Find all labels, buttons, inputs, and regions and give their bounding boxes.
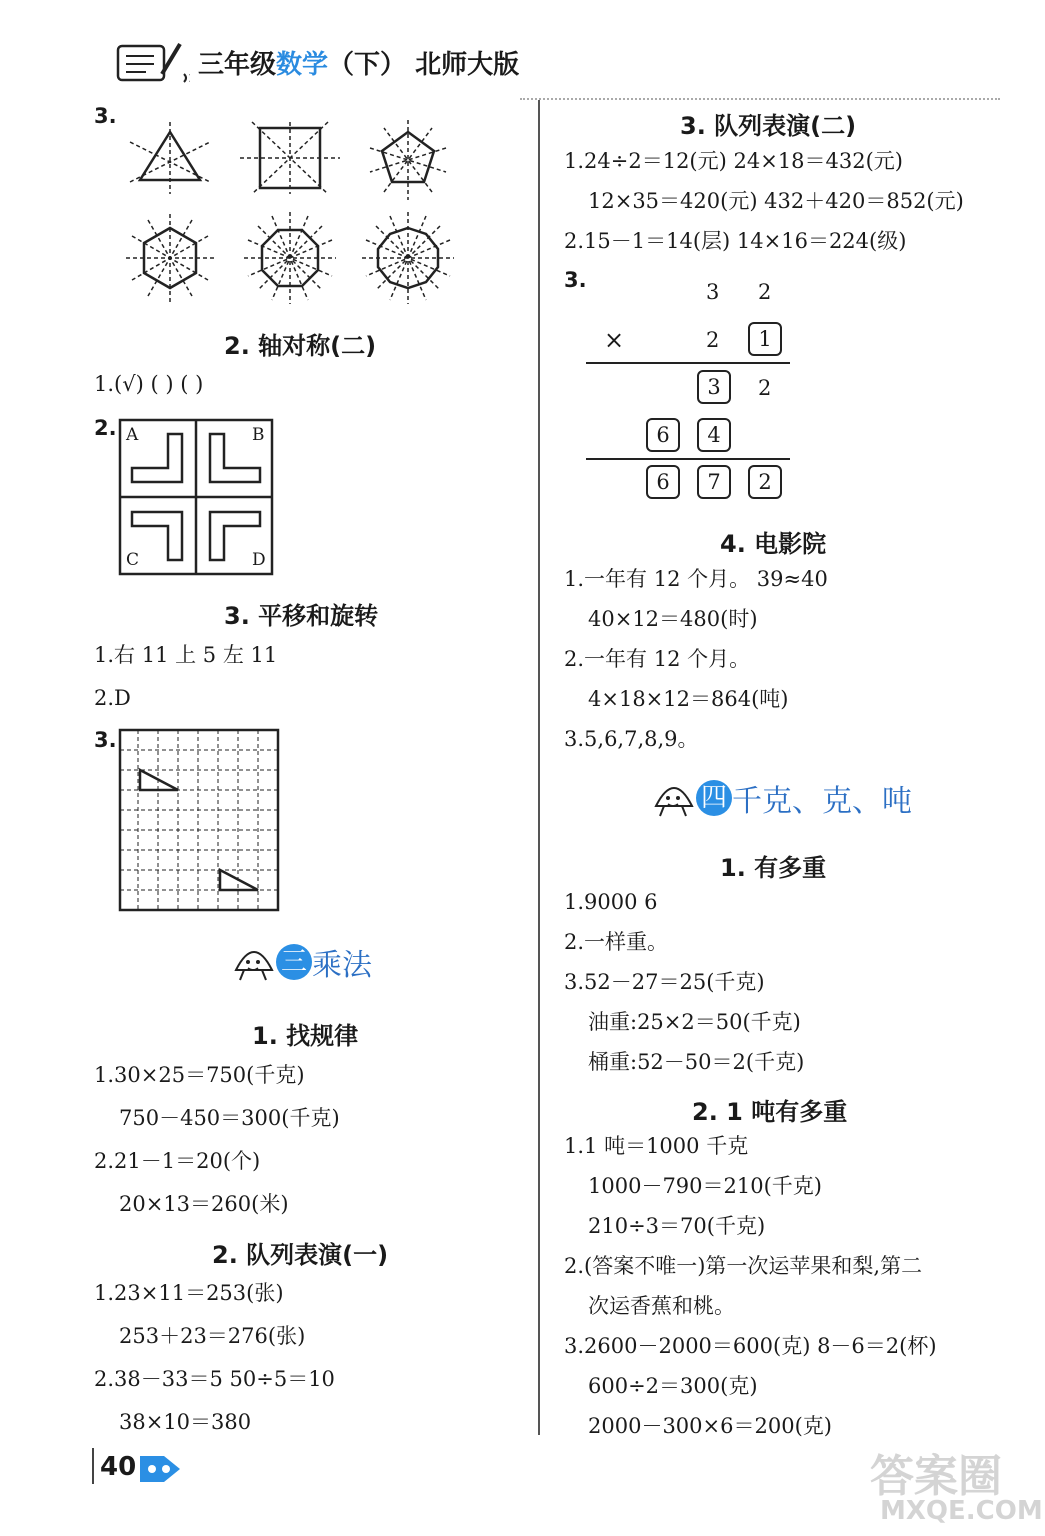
digit: 2 bbox=[758, 376, 772, 400]
answer-line: 12×35＝420(元) 432＋420＝852(元) bbox=[588, 189, 964, 213]
rule-line bbox=[586, 458, 790, 460]
column-divider bbox=[538, 100, 540, 1435]
answer-line: 600÷2＝300(克) bbox=[588, 1374, 758, 1398]
answer-line: 油重:25×2＝50(千克) bbox=[588, 1010, 801, 1034]
page-arrow-icon bbox=[138, 1454, 182, 1484]
answer-line: 1.一年有 12 个月。 39≈40 bbox=[564, 567, 828, 591]
grid-label-a: A bbox=[126, 425, 139, 445]
answer-line: 2.D bbox=[94, 686, 131, 710]
answer-line: 2.38－33＝5 50÷5＝10 bbox=[94, 1367, 335, 1391]
symmetry-shapes-figure bbox=[118, 118, 468, 308]
answer-line: 2.一年有 12 个月。 bbox=[564, 647, 751, 671]
watermark-url: MXQE.COM bbox=[880, 1496, 1043, 1526]
digit: 2 bbox=[758, 280, 772, 304]
answer-line: 3.52－27＝25(千克) bbox=[564, 970, 765, 994]
chapter-name: 乘法 bbox=[312, 948, 372, 983]
answer-box: 3 bbox=[697, 370, 731, 404]
answer-box: 1 bbox=[748, 322, 782, 356]
answer-line: 38×10＝380 bbox=[119, 1410, 252, 1434]
answer-line: 3.2600－2000＝600(克) 8－6＝2(杯) bbox=[564, 1334, 937, 1358]
section-title-translation-rotation: 3. 平移和旋转 bbox=[224, 602, 379, 630]
answer-line: 2.15－1＝14(层) 14×16＝224(级) bbox=[564, 229, 907, 253]
header-divider bbox=[520, 98, 1000, 100]
header-title: 三年级数学（下） 北师大版 bbox=[198, 50, 520, 80]
translation-grid-figure bbox=[118, 728, 280, 912]
answer-line: 1000－790＝210(千克) bbox=[588, 1174, 822, 1198]
question-number: 3. bbox=[94, 728, 117, 752]
answer-line: 3.5,6,7,8,9。 bbox=[564, 727, 699, 751]
l-shape-grid-figure bbox=[118, 418, 274, 576]
rule-line bbox=[586, 362, 790, 364]
section-title-axis-symmetry-2: 2. 轴对称(二) bbox=[224, 332, 377, 360]
answer-line: 210÷3＝70(千克) bbox=[588, 1214, 766, 1238]
answer-line: 750－450＝300(千克) bbox=[119, 1106, 340, 1130]
answer-line: 1.(√) ( ) ( ) bbox=[94, 372, 204, 396]
watermark-logo: 答案圈 bbox=[870, 1451, 1002, 1502]
section-title-queue-1: 2. 队列表演(一) bbox=[212, 1241, 389, 1269]
footer-bar bbox=[92, 1448, 94, 1484]
digit: 2 bbox=[706, 328, 720, 352]
grid-label-d: D bbox=[252, 550, 266, 570]
question-number: 2. bbox=[94, 416, 117, 440]
question-number: 3. bbox=[564, 268, 587, 292]
grid-label-c: C bbox=[126, 550, 140, 570]
answer-line: 2.(答案不唯一)第一次运苹果和梨,第二 bbox=[564, 1254, 923, 1278]
answer-line: 2000－300×6＝200(克) bbox=[588, 1414, 832, 1438]
section-title-one-ton: 2. 1 吨有多重 bbox=[692, 1098, 848, 1126]
answer-line: 4×18×12＝864(吨) bbox=[588, 687, 789, 711]
section-title-find-pattern: 1. 找规律 bbox=[252, 1022, 359, 1050]
answer-line: 桶重:52－50＝2(千克) bbox=[588, 1050, 805, 1074]
chapter-header-multiplication bbox=[232, 940, 372, 984]
answer-line: 40×12＝480(时) bbox=[588, 607, 758, 631]
answer-line: 20×13＝260(米) bbox=[119, 1192, 289, 1216]
answer-line: 1.24÷2＝12(元) 24×18＝432(元) bbox=[564, 149, 904, 173]
book-pencil-icon bbox=[110, 38, 190, 88]
page-header bbox=[100, 38, 520, 88]
grid-label-b: B bbox=[252, 425, 265, 445]
watermelon-mascot-icon bbox=[232, 940, 276, 984]
page-number: 40 bbox=[100, 1452, 137, 1482]
answer-line: 1.23×11＝253(张) bbox=[94, 1281, 284, 1305]
answer-line: 2.21－1＝20(个) bbox=[94, 1149, 261, 1173]
answer-line: 1.1 吨＝1000 千克 bbox=[564, 1134, 749, 1158]
question-number: 3. bbox=[94, 104, 117, 128]
answer-box: 6 bbox=[646, 418, 680, 452]
chapter-number: 三 bbox=[276, 944, 312, 980]
answer-line: 253＋23＝276(张) bbox=[119, 1324, 306, 1348]
chapter-header-mass bbox=[652, 776, 912, 820]
answer-box: 2 bbox=[748, 465, 782, 499]
answer-box: 7 bbox=[697, 465, 731, 499]
chapter-number: 四 bbox=[696, 780, 732, 816]
digit: 3 bbox=[706, 280, 720, 304]
answer-box: 6 bbox=[646, 465, 680, 499]
times-sign: × bbox=[604, 326, 625, 354]
answer-box: 4 bbox=[697, 418, 731, 452]
answer-line: 1.右 11 上 5 左 11 bbox=[94, 643, 278, 667]
answer-line: 1.9000 6 bbox=[564, 890, 658, 914]
answer-line: 2.一样重。 bbox=[564, 930, 669, 954]
section-title-queue-2: 3. 队列表演(二) bbox=[680, 112, 857, 140]
watermelon-mascot-icon bbox=[652, 776, 696, 820]
section-title-how-heavy: 1. 有多重 bbox=[720, 854, 827, 882]
answer-line: 次运香蕉和桃。 bbox=[588, 1294, 735, 1318]
section-title-cinema: 4. 电影院 bbox=[720, 530, 827, 558]
chapter-name: 千克、克、吨 bbox=[732, 784, 912, 819]
answer-line: 1.30×25＝750(千克) bbox=[94, 1063, 305, 1087]
